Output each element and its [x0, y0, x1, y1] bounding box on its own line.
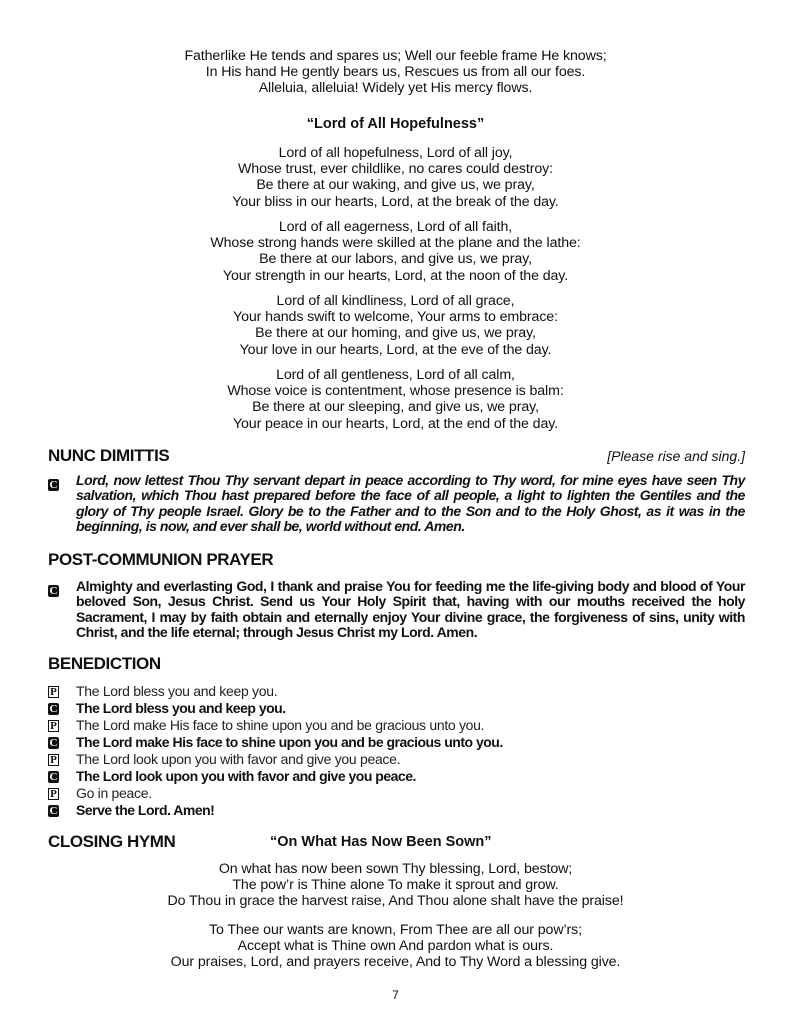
- pastor-icon: P: [48, 686, 59, 698]
- section-heading-benediction: BENEDICTION: [48, 654, 161, 673]
- verse-line: Lord of all hopefulness, Lord of all joy,: [278, 145, 513, 161]
- benediction-text: The Lord bless you and keep you.: [76, 683, 278, 700]
- verse-line: Be there at our homing, and give us, we pray,: [255, 325, 536, 342]
- verse-line: Lord of all gentleness, Lord of all calm,: [276, 367, 515, 383]
- verse-line: Be there at our waking, and give us, we pray,: [256, 177, 535, 194]
- verse-line: Accept what is Thine own And pardon what is ours.: [237, 938, 554, 955]
- nunc-dimittis-text: Lord, now lettest Thou Thy servant depart in peace according to Thy word, for mine eyes have seen Thy salvation, which Thou hast prepared before the face of all people, a light to lighten the Gentiles and the glory of Thy people Israel. Glory be to the Father and to the Son and to the Holy Ghost, as it was in the beginning, is now, and ever shall be, world without end. Amen.: [76, 472, 745, 535]
- congregation-icon: C: [49, 585, 58, 597]
- pastor-icon: P: [48, 720, 59, 732]
- verse-line: Our praises, Lord, and prayers receive, And to Thy Word a blessing give.: [170, 954, 621, 971]
- nunc-dimittis-response: [48, 473, 745, 535]
- verse-line: Your strength in our hearts, Lord, at the noon of the day.: [222, 267, 569, 284]
- benediction-list: [48, 683, 503, 818]
- verse-line: Whose voice is contentment, whose presence is balm:: [227, 383, 564, 400]
- hymn-verse-continuation: [0, 48, 791, 97]
- benediction-text: The Lord look upon you with favor and give you peace.: [76, 751, 401, 767]
- verse-line: In His hand He gently bears us, Rescues us from all our foes.: [205, 64, 586, 81]
- post-communion-response: [48, 579, 745, 641]
- section-heading-post-communion: POST-COMMUNION PRAYER: [48, 550, 274, 569]
- verse-line: Be there at our sleeping, and give us, we pray,: [252, 399, 539, 416]
- verse-line: Your bliss in our hearts, Lord, at the break of the day.: [232, 193, 559, 210]
- verse-line: Be there at our labors, and give us, we pray,: [259, 251, 532, 268]
- verse-line: To Thee our wants are known, From Thee are all our pow’rs;: [209, 922, 582, 938]
- verse-line: Your hands swift to welcome, Your arms to embrace:: [233, 309, 558, 326]
- benediction-line-pastor: [48, 717, 503, 734]
- verse-line: Whose strong hands were skilled at the plane and the lathe:: [210, 235, 581, 252]
- benediction-line-congregation: [48, 801, 503, 818]
- benediction-text: The Lord look upon you with favor and give you peace.: [76, 767, 416, 784]
- section-heading-closing-hymn: CLOSING HYMN: [48, 832, 176, 851]
- benediction-text: The Lord make His face to shine upon you and be gracious unto you.: [76, 734, 503, 751]
- closing-hymn-stanza-2: [0, 922, 791, 971]
- pastor-icon: P: [48, 754, 59, 766]
- benediction-text: Go in peace.: [76, 784, 152, 801]
- benediction-line-congregation: [48, 767, 503, 784]
- closing-hymn-stanza-1: [0, 861, 791, 910]
- rubric-please-rise: [Please rise and sing.]: [607, 448, 745, 464]
- benediction-text: Serve the Lord. Amen!: [76, 801, 215, 818]
- verse-line: Lord of all eagerness, Lord of all faith,: [278, 219, 513, 235]
- verse-line: Alleluia, alleluia! Widely yet His mercy flows.: [258, 80, 533, 97]
- benediction-text: The Lord bless you and keep you.: [76, 700, 286, 717]
- benediction-line-pastor: [48, 683, 503, 700]
- benediction-line-congregation: [48, 700, 503, 717]
- congregation-icon: C: [49, 737, 58, 750]
- congregation-icon: C: [49, 479, 58, 491]
- verse-line: Your love in our hearts, Lord, at the eve of the day.: [239, 341, 552, 358]
- benediction-line-pastor: [48, 751, 503, 768]
- congregation-icon: C: [49, 770, 58, 783]
- verse-line: The pow’r is Thine alone To make it sprout and grow.: [232, 877, 559, 894]
- hymn-title-closing: “On What Has Now Been Sown”: [270, 834, 492, 850]
- section-heading-nunc-dimittis: NUNC DIMITTIS: [48, 446, 170, 465]
- hopefulness-stanza-2: [0, 219, 791, 284]
- verse-line: Your peace in our hearts, Lord, at the end of the day.: [232, 415, 559, 432]
- congregation-icon: C: [49, 703, 58, 716]
- verse-line: Do Thou in grace the harvest raise, And Thou alone shalt have the praise!: [167, 893, 624, 910]
- verse-line: Lord of all kindliness, Lord of all grace,: [276, 293, 515, 309]
- congregation-icon: C: [49, 804, 58, 817]
- benediction-text: The Lord make His face to shine upon you and be gracious unto you.: [76, 717, 485, 734]
- pastor-icon: P: [48, 788, 59, 800]
- hopefulness-stanza-1: [0, 145, 791, 210]
- benediction-line-congregation: [48, 734, 503, 751]
- hymn-title-hopefulness: “Lord of All Hopefulness”: [306, 116, 485, 132]
- hopefulness-stanza-4: [0, 367, 791, 432]
- verse-line: Fatherlike He tends and spares us; Well our feeble frame He knows;: [184, 48, 607, 64]
- benediction-line-pastor: [48, 784, 503, 801]
- verse-line: On what has now been sown Thy blessing, Lord, bestow;: [218, 861, 573, 877]
- page-number: 7: [392, 988, 399, 1002]
- verse-line: Whose trust, ever childlike, no cares could destroy:: [238, 161, 553, 178]
- post-communion-text: Almighty and everlasting God, I thank and praise You for feeding me the life-giving body and blood of Your beloved Son, Jesus Christ. Send us Your Holy Spirit that, having with our mouths received the holy Sacrament, I may by faith obtain and eternally enjoy Your divine grace, the forgiveness of sins, unity with Christ, and the life eternal; through Jesus Christ my Lord. Amen.: [76, 578, 745, 641]
- hopefulness-stanza-3: [0, 293, 791, 358]
